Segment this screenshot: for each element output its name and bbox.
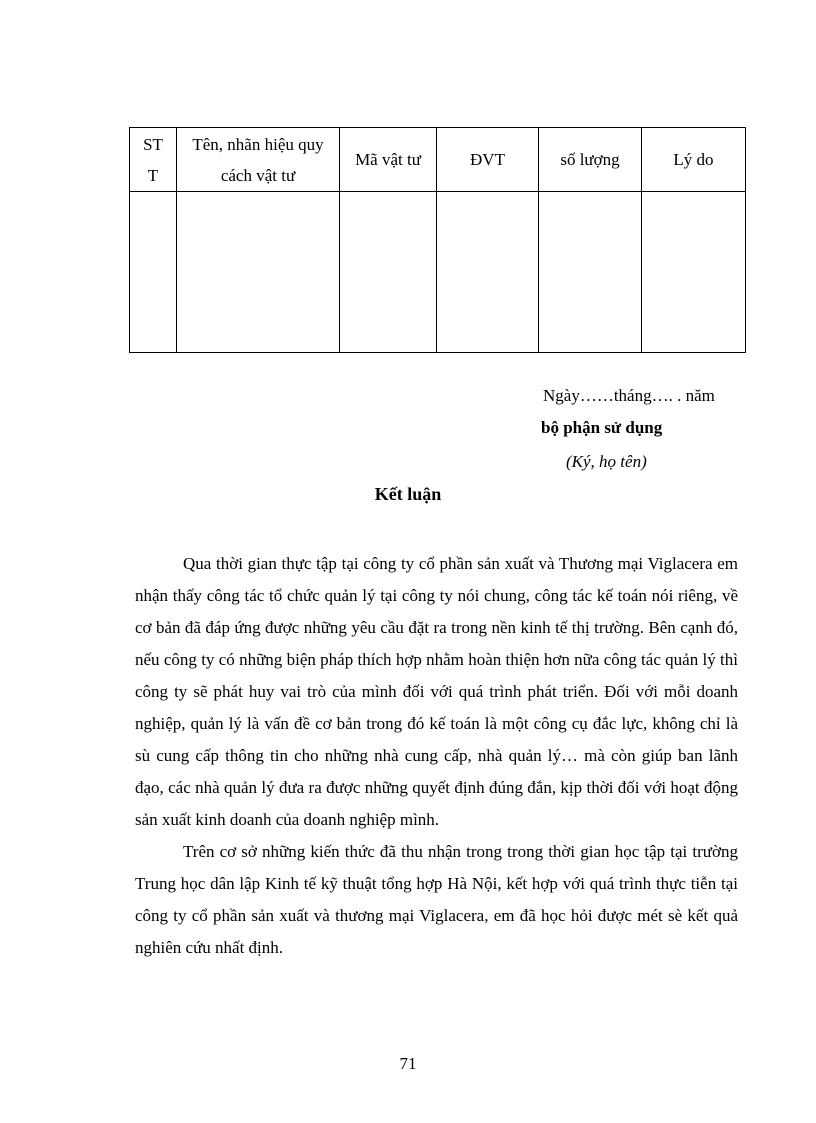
table-cell	[177, 192, 340, 353]
signature-note: (Ký, họ tên)	[566, 452, 647, 471]
header-unit: ĐVT	[437, 128, 539, 192]
table-row	[130, 192, 746, 353]
header-quantity: số lượng	[539, 128, 642, 192]
signature-date-line: Ngày……tháng…. . năm	[543, 386, 715, 405]
table-cell	[340, 192, 437, 353]
table-cell	[539, 192, 642, 353]
conclusion-title: Kết luận	[374, 484, 442, 504]
table-cell	[437, 192, 539, 353]
page-number: 71	[399, 1054, 417, 1073]
header-stt: ST T	[130, 128, 177, 192]
header-item-code: Mã vật tư	[340, 128, 437, 192]
paragraph: Qua thời gian thực tập tại công ty cổ phần sản xuất và Thương mại Viglacera em nhận thấy công tác tổ chức quản lý tại công ty nói chung, công tác kế toán nói riêng, về cơ bản đã đáp ứng được những yêu cầu đặt ra trong nền kinh tế thị trường. Bên cạnh đó, nếu công ty có những biện pháp thích hợp nhằm hoàn thiện hơn nữa công tác quản lý thì công ty sẽ phát huy vai trò của mình đối với quá trình phát triển. Đối với mỗi doanh nghiệp, quản lý là vấn đề cơ bản trong đó kế toán là một công cụ đắc lực, không chỉ là sù cung cấp thông tin cho những nhà cung cấp, nhà quản lý… mà còn giúp ban lãnh đạo, các nhà quản lý đưa ra được những quyết định đúng đắn, kịp thời đối với hoạt động sản xuất kinh doanh của doanh nghiệp mình.	[135, 554, 738, 829]
materials-table	[129, 127, 746, 353]
table-header-row	[130, 128, 746, 192]
signature-department: bộ phận sử dụng	[541, 418, 663, 437]
header-item-name: Tên, nhãn hiệu quy cách vật tư	[177, 128, 340, 192]
conclusion-body	[135, 548, 738, 964]
paragraph: Trên cơ sở những kiến thức đã thu nhận trong trong thời gian học tập tại trường Trung học dân lập Kinh tế kỹ thuật tổng hợp Hà Nội, kết hợp với quá trình thực tiễn tại công ty cổ phần sản xuất và thương mại Viglacera, em đã học hỏi được mét sè kết quả nghiên cứu nhất định.	[135, 842, 738, 957]
header-reason: Lý do	[642, 128, 746, 192]
table-cell	[130, 192, 177, 353]
table-cell	[642, 192, 746, 353]
